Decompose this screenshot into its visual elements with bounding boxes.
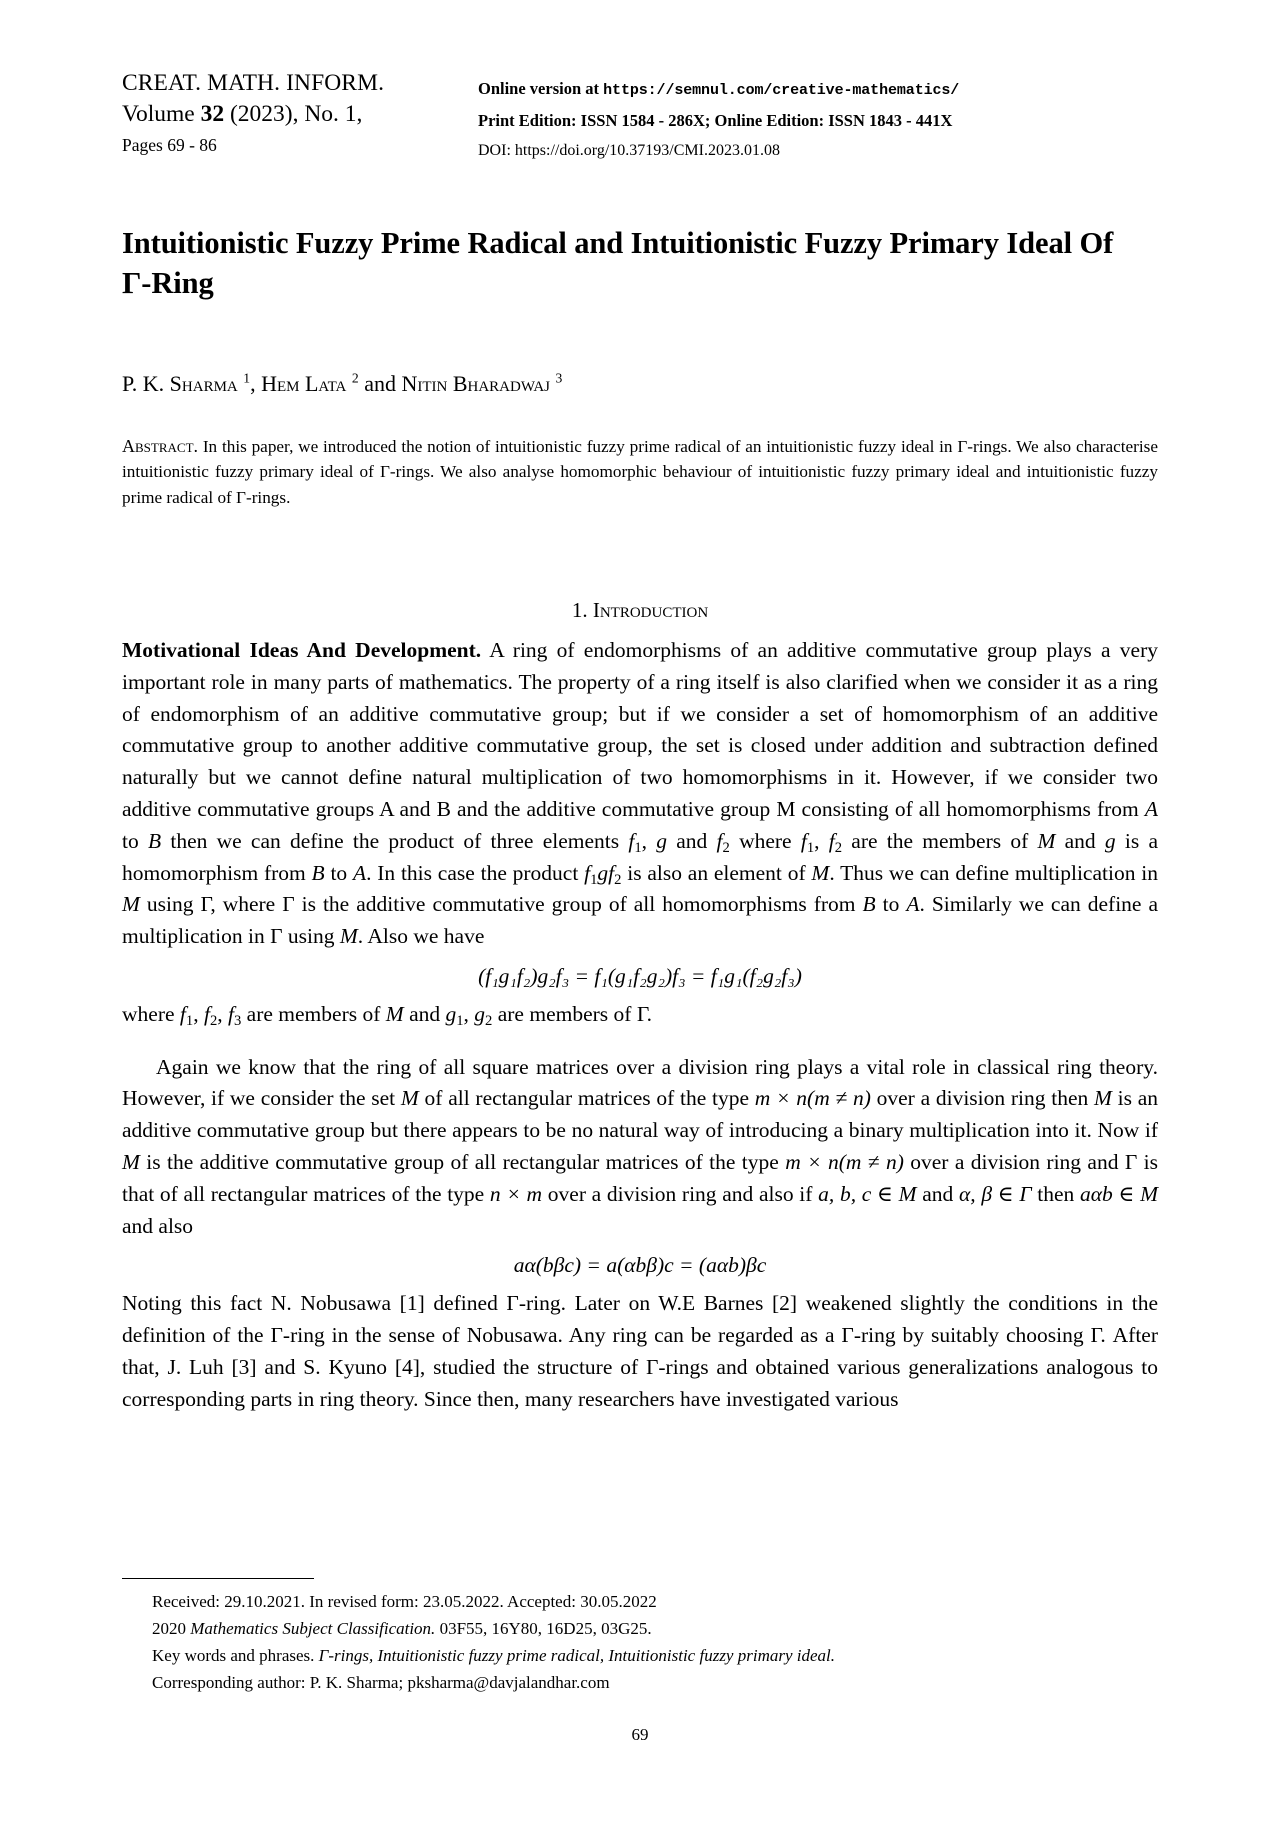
p2-seg-2: of all rectangular matrices of the type	[418, 1086, 755, 1111]
p1-math-10: B	[311, 860, 325, 885]
p2-math-4: M	[122, 1149, 140, 1174]
p1-math-23: g	[474, 1001, 486, 1026]
masthead-right	[478, 74, 1158, 166]
p1-math-20-sub: 3	[233, 1012, 242, 1029]
author-name-1: P. K. Sharma	[122, 371, 238, 396]
p1-math-7-sub: 2	[834, 839, 843, 856]
p1-math-22-sub: 1	[456, 1012, 464, 1029]
p1-math-7: f	[828, 828, 835, 853]
paragraph-1	[122, 635, 1158, 953]
p1-math-20: f	[228, 1001, 234, 1026]
p1-math-1: A	[1144, 796, 1158, 821]
p1-math-17: M	[339, 924, 358, 949]
p2-math-9: aαb ∈ M	[1079, 1181, 1158, 1206]
p1-seg-2: to	[122, 828, 148, 853]
p2-seg-7: over a division ring and also if	[542, 1181, 819, 1206]
p1-math-22: g	[445, 1001, 457, 1026]
p1-math-19: f	[203, 1001, 210, 1026]
p1-seg-21: are members of	[241, 1001, 386, 1026]
display-equation-2: aα(bβc) = a(αbβ)c = (aαb)βc	[513, 1253, 767, 1278]
p1-seg-22: and	[403, 1001, 446, 1026]
p1-seg-9: and	[1055, 828, 1105, 853]
p1-math-12-sub2: 2	[614, 871, 622, 888]
author-mark-3: 3	[555, 370, 563, 386]
online-version-label: Online version at	[478, 79, 604, 98]
author-mark-1: 1	[243, 370, 251, 386]
p1-math-2: B	[147, 828, 162, 853]
p1-seg-19: ,	[193, 1001, 204, 1026]
p1-math-19-sub: 2	[209, 1012, 218, 1029]
p2-math-5: m × n(m ≠ n)	[785, 1149, 904, 1174]
p1-seg-1: A ring of endomorphisms of an additive commutative group plays a very important role in many parts of mathematics. The property of a ring itself is also clarified when we consider it as a ring of endomorphism of an additive commutative group; but if we consider a set of homomorphism of an additive commutative group to another additive commutative group, the set is closed under addition and subtraction defined naturally but we cannot define natural multiplication of two homomorphisms in it. However, if we consider two additive commutative groups A and B and the additive commutative group M consisting of all homomorphisms from	[122, 638, 1159, 821]
author-name-2: Hem Lata	[261, 371, 347, 396]
p1-math-12b: gf	[597, 860, 615, 885]
p1-math-5: f	[716, 828, 723, 853]
p2-seg-4: is an additive commutative group but there appears to be no natural way of introducing a binary multiplication into it. Now if	[122, 1086, 1159, 1143]
online-version-url[interactable]: https://semnul.com/creative-mathematics/	[603, 82, 960, 99]
p1-math-5-sub: 2	[722, 839, 730, 856]
footnote-msc	[122, 1615, 1158, 1642]
keywords-value: Γ-rings, Intuitionistic fuzzy prime radical, Intuitionistic fuzzy primary ideal.	[318, 1646, 835, 1665]
p1-seg-13: is also an element of	[621, 860, 812, 885]
p1-math-12: f	[584, 860, 591, 885]
abstract-label: Abstract.	[122, 436, 199, 456]
p1-math-23-sub: 2	[485, 1012, 493, 1029]
p1-seg-4: ,	[641, 828, 657, 853]
p1-math-14: M	[122, 892, 140, 917]
masthead-left	[122, 68, 472, 160]
p2-math-7: a, b, c ∈ M	[818, 1181, 917, 1206]
p1-seg-20: ,	[217, 1001, 228, 1026]
p1-math-9: g	[1104, 828, 1116, 853]
p1-math-13: M	[811, 860, 830, 885]
p2-math-2: m × n(m ≠ n)	[754, 1086, 871, 1111]
footnote-corresponding-author: Corresponding author: P. K. Sharma; pksharma@davjalandhar.com	[152, 1673, 610, 1692]
p1-seg-10: is a homomorphism from	[122, 828, 1159, 885]
issn-line: Print Edition: ISSN 1584 - 286X; Online Edition: ISSN 1843 - 441X	[478, 111, 953, 130]
p2-seg-3: over a division ring then	[870, 1086, 1094, 1111]
abstract	[122, 434, 1158, 510]
p1-seg-18: . Also we have	[357, 924, 485, 949]
section-title: Introduction	[592, 598, 709, 622]
p1-math-3: f	[628, 828, 635, 853]
body-text	[122, 635, 1158, 1415]
p1-seg-23: ,	[463, 1001, 475, 1026]
p1-seg-12: . In this case the product	[366, 860, 585, 885]
p1-math-18-sub: 1	[185, 1012, 194, 1029]
p2-seg-10: and also	[122, 1213, 194, 1238]
footnote-keywords	[122, 1642, 1158, 1669]
p2-seg-8: and	[916, 1181, 959, 1206]
footnote-block	[122, 1588, 1158, 1696]
p2-seg-5: is the additive commutative group of all rectangular matrices of the type	[139, 1149, 786, 1174]
online-version-line	[478, 74, 1158, 106]
footnote-received: Received: 29.10.2021. In revised form: 23.05.2022. Accepted: 30.05.2022	[152, 1592, 657, 1611]
journal-pages: Pages 69 - 86	[122, 135, 217, 155]
p1-after-eq: where	[122, 1001, 180, 1026]
display-equation-1: (f₁g₁f₂)g₂f₃ = f₁(g₁f₂g₂)f₃ = f₁g₁(f₂g₂f₃)	[478, 963, 802, 988]
p1-math-3-sub: 1	[634, 839, 642, 856]
p1-math-11: A	[352, 860, 367, 885]
page-title: Intuitionistic Fuzzy Prime Radical and Intuitionistic Fuzzy Primary Ideal Of Γ-Ring	[122, 226, 1114, 301]
p1-seg-7: ,	[814, 828, 829, 853]
p1-seg-16: to	[875, 892, 907, 917]
footnote-rule	[122, 1578, 314, 1579]
section-heading-introduction	[122, 598, 1158, 623]
author-mark-2: 2	[351, 370, 359, 386]
p1-seg-11: to	[324, 860, 353, 885]
author-name-3: Nitin Bharadwaj	[401, 371, 550, 396]
journal-name: CREAT. MATH. INFORM.	[122, 70, 385, 96]
paragraph-1-lead: Motivational Ideas And Development.	[122, 638, 482, 662]
keywords-label: Key words and phrases.	[152, 1646, 319, 1665]
msc-codes: 03F55, 16Y80, 16D25, 03G25.	[435, 1619, 652, 1638]
p1-math-6-sub: 1	[806, 839, 815, 856]
p1-math-21: M	[385, 1001, 404, 1026]
author-separator-1: ,	[250, 371, 262, 396]
p1-seg-3: then we can define the product of three elements	[161, 828, 629, 853]
journal-volume-line	[122, 99, 472, 130]
abstract-text: In this paper, we introduced the notion of intuitionistic fuzzy prime radical of an intuitionistic fuzzy ideal in Γ-rings. We also characterise intuitionistic fuzzy primary ideal of Γ-rings. We also analyse homomorphic behaviour of intuitionistic fuzzy primary ideal and intuitionistic fuzzy prime radical of Γ-rings.	[122, 437, 1158, 507]
p2-seg-9: then	[1031, 1181, 1080, 1206]
p2-math-6: n × m	[489, 1181, 543, 1206]
p1-seg-24: are members of Γ.	[492, 1001, 653, 1026]
page-number: 69	[631, 1725, 649, 1744]
p2-math-3: M	[1093, 1086, 1112, 1111]
p1-seg-14: . Thus we can define multiplication in	[829, 860, 1158, 885]
section-number: 1.	[571, 598, 588, 622]
p1-math-18: f	[179, 1001, 186, 1026]
p2-seg-6: over a division ring and Γ is that of all rectangular matrices of the type	[122, 1149, 1158, 1206]
paragraph-3: Noting this fact N. Nobusawa [1] defined Γ-ring. Later on W.E Barnes [2] weakened slightly the conditions in the definition of the Γ-ring in the sense of Nobusawa. Any ring can be regarded as a Γ-ring by suitably choosing Γ. After that, J. Luh [3] and S. Kyuno [4], studied the structure of Γ-rings and obtained various generalizations analogous to corresponding parts in ring theory. Since then, many researchers have investigated various	[122, 1291, 1158, 1411]
p1-seg-15: using Γ, where Γ is the additive commutative group of all homomorphisms from	[139, 892, 863, 917]
p1-math-16: A	[906, 892, 920, 917]
paragraph-2	[122, 1052, 1158, 1243]
author-list	[122, 369, 1122, 399]
p1-seg-5: and	[667, 828, 717, 853]
volume-number: 32	[200, 101, 225, 127]
p1-math-6: f	[800, 828, 807, 853]
author-separator-2: and	[358, 371, 402, 396]
p1-seg-8: are the members of	[842, 828, 1038, 853]
p1-math-8: M	[1037, 828, 1056, 853]
doi-line[interactable]: DOI: https://doi.org/10.37193/CMI.2023.01.08	[478, 142, 780, 159]
volume-prefix: Volume	[122, 101, 201, 127]
p1-math-12-sub: 1	[590, 871, 598, 888]
p2-seg-1: Again we know that the ring of all square matrices over a division ring plays a vital role in classical ring theory. However, if we consider the set	[122, 1054, 1158, 1111]
p1-seg-6: where	[729, 828, 801, 853]
p2-math-1: M	[400, 1086, 419, 1111]
msc-year: 2020	[152, 1619, 191, 1638]
msc-label: Mathematics Subject Classification.	[190, 1619, 436, 1638]
volume-suffix: (2023), No. 1,	[224, 101, 363, 127]
p1-math-15: B	[862, 892, 876, 917]
p1-math-4: g	[656, 828, 668, 853]
p2-math-8: α, β ∈ Γ	[958, 1181, 1032, 1206]
paragraph-1-continuation	[122, 999, 1158, 1031]
p1-seg-17: . Similarly we can define a multiplication in Γ using	[122, 892, 1158, 949]
